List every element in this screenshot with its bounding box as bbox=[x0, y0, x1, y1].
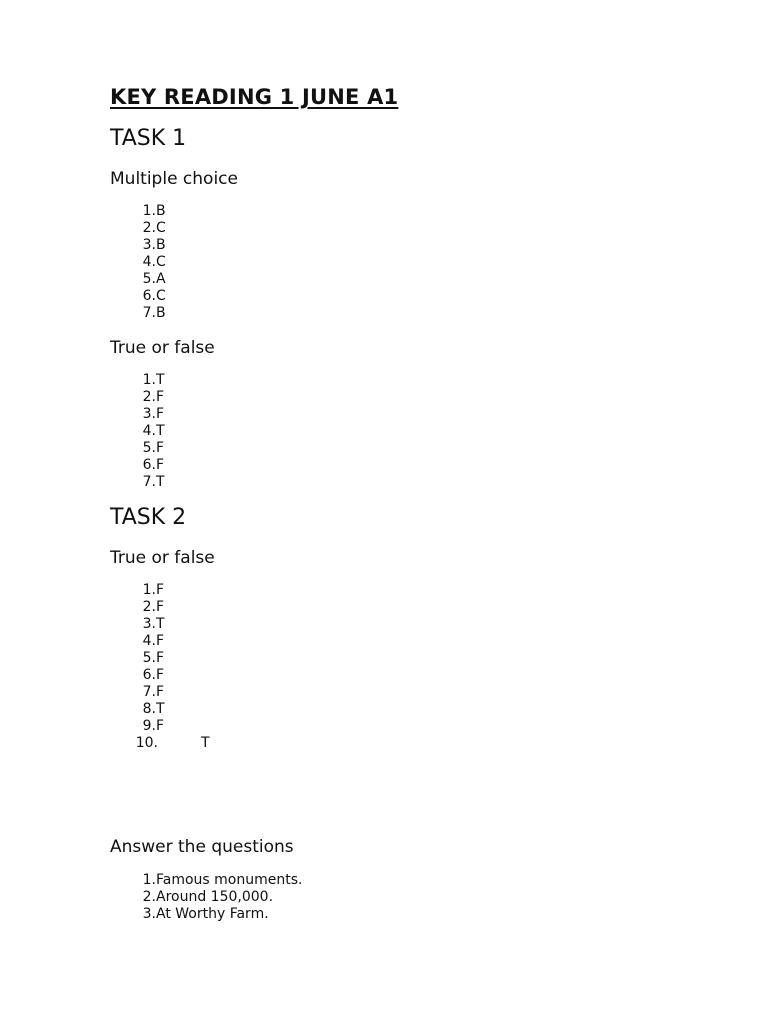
task-2-true-false-heading: True or false bbox=[110, 548, 215, 568]
list-item bbox=[130, 474, 165, 491]
item-answer: C bbox=[156, 220, 166, 236]
list-item bbox=[130, 288, 166, 305]
item-answer: F bbox=[156, 440, 165, 456]
list-item bbox=[130, 254, 166, 271]
item-answer: F bbox=[156, 633, 165, 649]
list-item bbox=[130, 889, 274, 906]
item-number: 8. bbox=[142, 701, 156, 717]
item-answer: A bbox=[156, 271, 166, 287]
list-item bbox=[130, 440, 165, 457]
item-number: 6. bbox=[142, 667, 156, 683]
item-number: 2. bbox=[142, 599, 156, 615]
document-title: KEY READING 1 JUNE A1 bbox=[110, 85, 399, 109]
item-answer: B bbox=[156, 203, 166, 219]
item-answer: F bbox=[156, 718, 165, 734]
list-item bbox=[130, 633, 165, 650]
list-item bbox=[130, 220, 166, 237]
item-number: 3. bbox=[142, 906, 156, 922]
list-item bbox=[130, 271, 166, 288]
item-number: 1. bbox=[142, 872, 156, 888]
task-1-heading: TASK 1 bbox=[110, 126, 187, 151]
item-number: 6. bbox=[142, 288, 156, 304]
item-number: 4. bbox=[142, 254, 156, 270]
list-item bbox=[130, 372, 165, 389]
item-answer: F bbox=[156, 389, 165, 405]
item-answer: Famous monuments. bbox=[156, 872, 303, 888]
list-item bbox=[130, 735, 210, 752]
task-1-true-false-heading: True or false bbox=[110, 338, 215, 358]
item-number: 2. bbox=[142, 220, 156, 236]
task-2-heading: TASK 2 bbox=[110, 505, 187, 530]
item-answer: B bbox=[156, 305, 166, 321]
item-number: 1. bbox=[142, 582, 156, 598]
item-answer: F bbox=[156, 684, 165, 700]
item-number: 4. bbox=[142, 633, 156, 649]
item-number: 5. bbox=[142, 271, 156, 287]
list-item bbox=[130, 667, 165, 684]
item-answer: T bbox=[156, 701, 165, 717]
list-item bbox=[130, 718, 165, 735]
list-item bbox=[130, 582, 165, 599]
item-answer: At Worthy Farm. bbox=[156, 906, 269, 922]
multiple-choice-heading: Multiple choice bbox=[110, 169, 238, 189]
list-item bbox=[130, 457, 165, 474]
item-number: 7. bbox=[142, 305, 156, 321]
item-number: 2. bbox=[142, 889, 156, 905]
list-item bbox=[130, 389, 165, 406]
item-answer: F bbox=[156, 406, 165, 422]
task-1-true-false-list bbox=[130, 372, 165, 491]
item-answer: F bbox=[156, 667, 165, 683]
item-answer: Around 150,000. bbox=[156, 889, 274, 905]
item-number: 4. bbox=[142, 423, 156, 439]
item-number: 2. bbox=[142, 389, 156, 405]
answer-the-questions-heading: Answer the questions bbox=[110, 837, 294, 857]
item-number: 9. bbox=[142, 718, 156, 734]
list-item bbox=[130, 650, 165, 667]
item-answer: C bbox=[156, 254, 166, 270]
list-item bbox=[130, 872, 303, 889]
item-number: 6. bbox=[142, 457, 156, 473]
item-number: 5. bbox=[142, 650, 156, 666]
item-number: 7. bbox=[142, 684, 156, 700]
list-item bbox=[130, 406, 165, 423]
list-item bbox=[130, 237, 166, 254]
list-item bbox=[130, 701, 165, 718]
item-number: 10. bbox=[135, 735, 158, 751]
item-answer: T bbox=[156, 423, 165, 439]
task-2-true-false-list bbox=[130, 582, 210, 752]
item-answer: F bbox=[156, 650, 165, 666]
list-item bbox=[130, 616, 165, 633]
item-number: 1. bbox=[142, 203, 156, 219]
item-answer: T bbox=[156, 616, 165, 632]
item-answer: T bbox=[156, 474, 165, 490]
item-answer: F bbox=[156, 599, 165, 615]
list-item bbox=[130, 906, 269, 923]
list-item bbox=[130, 203, 166, 220]
item-number: 7. bbox=[142, 474, 156, 490]
item-number: 1. bbox=[142, 372, 156, 388]
item-answer: T bbox=[156, 372, 165, 388]
item-answer: T bbox=[201, 735, 210, 751]
list-item bbox=[130, 423, 165, 440]
item-number: 3. bbox=[142, 237, 156, 253]
item-answer: F bbox=[156, 457, 165, 473]
list-item bbox=[130, 684, 165, 701]
list-item bbox=[130, 599, 165, 616]
item-answer: B bbox=[156, 237, 166, 253]
item-number: 3. bbox=[142, 406, 156, 422]
item-answer: F bbox=[156, 582, 165, 598]
item-number: 3. bbox=[142, 616, 156, 632]
answer-the-questions-list bbox=[130, 872, 303, 923]
multiple-choice-list bbox=[130, 203, 166, 322]
item-number: 5. bbox=[142, 440, 156, 456]
item-answer: C bbox=[156, 288, 166, 304]
list-item bbox=[130, 305, 166, 322]
